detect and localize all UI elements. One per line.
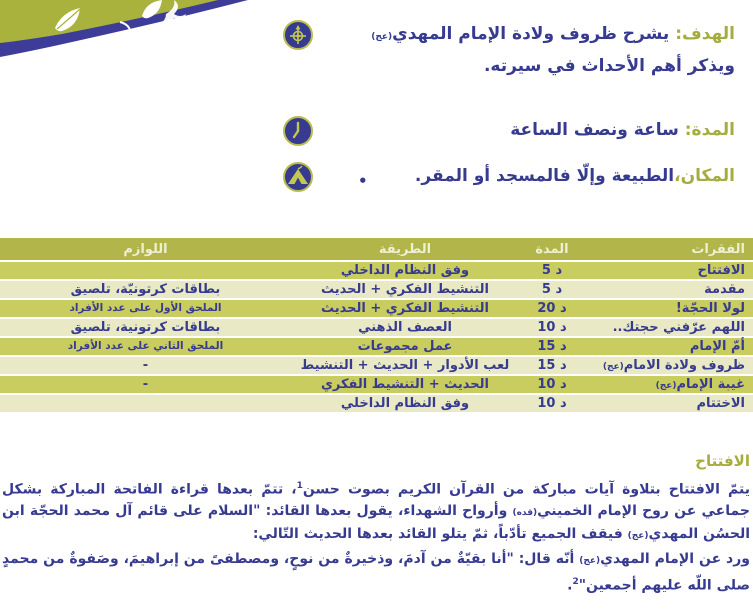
table-header-row [0, 238, 753, 260]
header-segments: الفقرات [585, 238, 753, 260]
location-label: المكان، [674, 166, 735, 186]
duration-text [323, 116, 735, 145]
goal-text [323, 20, 735, 81]
cell-duration: 15 د [519, 338, 585, 355]
honorific-mahdi: (عج) [655, 380, 677, 391]
target-icon [283, 20, 313, 50]
goal-label: الهدف: [669, 24, 735, 44]
opening-section [2, 452, 750, 596]
table-row [0, 300, 753, 317]
cell-segment: أمّ الإمام [585, 338, 753, 355]
cell-supplies: بطاقات كرتونيّة، تلصيق [0, 281, 291, 298]
cell-segment: الاختتام [585, 395, 753, 412]
cell-duration: 10 د [519, 395, 585, 412]
cell-duration: 20 د [519, 300, 585, 317]
table-row [0, 357, 753, 374]
cell-duration: 10 د [519, 319, 585, 336]
cell-segment: اللهم عرّفني حجتك.. [585, 319, 753, 336]
cell-method: عمل مجموعات [291, 338, 519, 355]
header-duration: المدة [519, 238, 585, 260]
location-row [283, 162, 735, 192]
duration-row [283, 116, 735, 146]
table-row [0, 376, 753, 393]
opening-heading: الافتتاح [695, 452, 750, 470]
cell-duration: 5 د [519, 262, 585, 279]
corner-decoration [0, 0, 260, 62]
tent-icon [283, 162, 313, 192]
table-row [0, 281, 753, 298]
location-value: الطبيعة وإلّا فالمسجد أو المقر. [414, 166, 675, 186]
table-row [0, 262, 753, 279]
goal-text-before: يشرح ظروف ولادة الإمام المهدي [392, 24, 670, 44]
cell-supplies: - [0, 376, 291, 393]
cell-segment: ظروف ولادة الامام(عج) [585, 357, 753, 374]
honorific-khomeini: (قده) [512, 507, 538, 518]
header-supplies: اللوازم [0, 238, 291, 260]
schedule-table [0, 236, 753, 414]
cell-supplies [0, 262, 291, 279]
footnote-marker-2: 2 [572, 576, 579, 587]
clock-icon [283, 116, 313, 146]
opening-paragraph-1: يتمّ الافتتاح بتلاوة آيات مباركة من القرآن الكريم بصوت حسن$^1$، تتمّ بعدها قراءة الفاتحة المباركة بشكل جماعي عن روح الإمام الخميني(قده) وأرواح الشهداء، يقول بعدها القائد: "السلام على قائم آل محمد الحجّة ابن الحسُن المهدي(عج) فيقف الجميع تأدّباً، ثمّ يتلو القائد بعدها الحديث التّالي: [2, 481, 751, 542]
cell-method: التنشيط الفكري + الحديث [291, 300, 519, 317]
cell-segment: لولا الحجّة! [585, 300, 753, 317]
opening-paragraph-2: ورد عن الإمام المهدي(عج) أنّه قال: "أنا بقيّةٌ من آدمَ، وذخيرةٌ من نوحٍ، ومصطفىً من إبراهيمَ، وصَفوةٌ من محمدٍ صلى اللّه عليهم أجمعين"$^2$. [2, 550, 750, 594]
honorific-mahdi: (عج) [371, 32, 393, 42]
cell-duration: 15 د [519, 357, 585, 374]
cell-segment: مقدمة [585, 281, 753, 298]
honorific-mahdi: (عج) [579, 555, 601, 566]
cell-method: وفق النظام الداخلي [291, 262, 519, 279]
cell-supplies: الملحق الثاني على عدد الأفراد [0, 338, 291, 355]
cell-supplies: بطاقات كرتونية، تلصيق [0, 319, 291, 336]
footnote-marker-1: 1 [296, 481, 303, 491]
cell-supplies: الملحق الأول على عدد الأفراد [0, 300, 291, 317]
cell-method: العصف الذهني [291, 319, 519, 336]
table-row [0, 338, 753, 355]
cell-method: وفق النظام الداخلي [291, 395, 519, 412]
cell-duration: 10 د [519, 376, 585, 393]
cell-method: الحديث + التنشيط الفكري [291, 376, 519, 393]
goal-row [283, 20, 735, 81]
cell-method: التنشيط الفكري + الحديث [291, 281, 519, 298]
cell-segment: الافتتاح [585, 262, 753, 279]
cell-method: لعب الأدوار + الحديث + التنشيط [291, 357, 519, 374]
location-bullet: • [358, 172, 368, 190]
honorific-mahdi: (عج) [602, 361, 624, 372]
cell-duration: 5 د [519, 281, 585, 298]
table-row [0, 319, 753, 336]
cell-supplies [0, 395, 291, 412]
goal-text-after: ويذكر أهم الأحداث في سيرته. [483, 56, 735, 76]
cell-segment: غيبة الإمام(عج) [585, 376, 753, 393]
table-row [0, 395, 753, 412]
cell-supplies: - [0, 357, 291, 374]
corner-green-area [0, 0, 218, 43]
location-text [323, 162, 735, 191]
honorific-mahdi: (عج) [627, 530, 649, 541]
duration-label: المدة: [678, 120, 735, 140]
duration-value: ساعة ونصف الساعة [510, 120, 679, 140]
header-method: الطريقة [291, 238, 519, 260]
